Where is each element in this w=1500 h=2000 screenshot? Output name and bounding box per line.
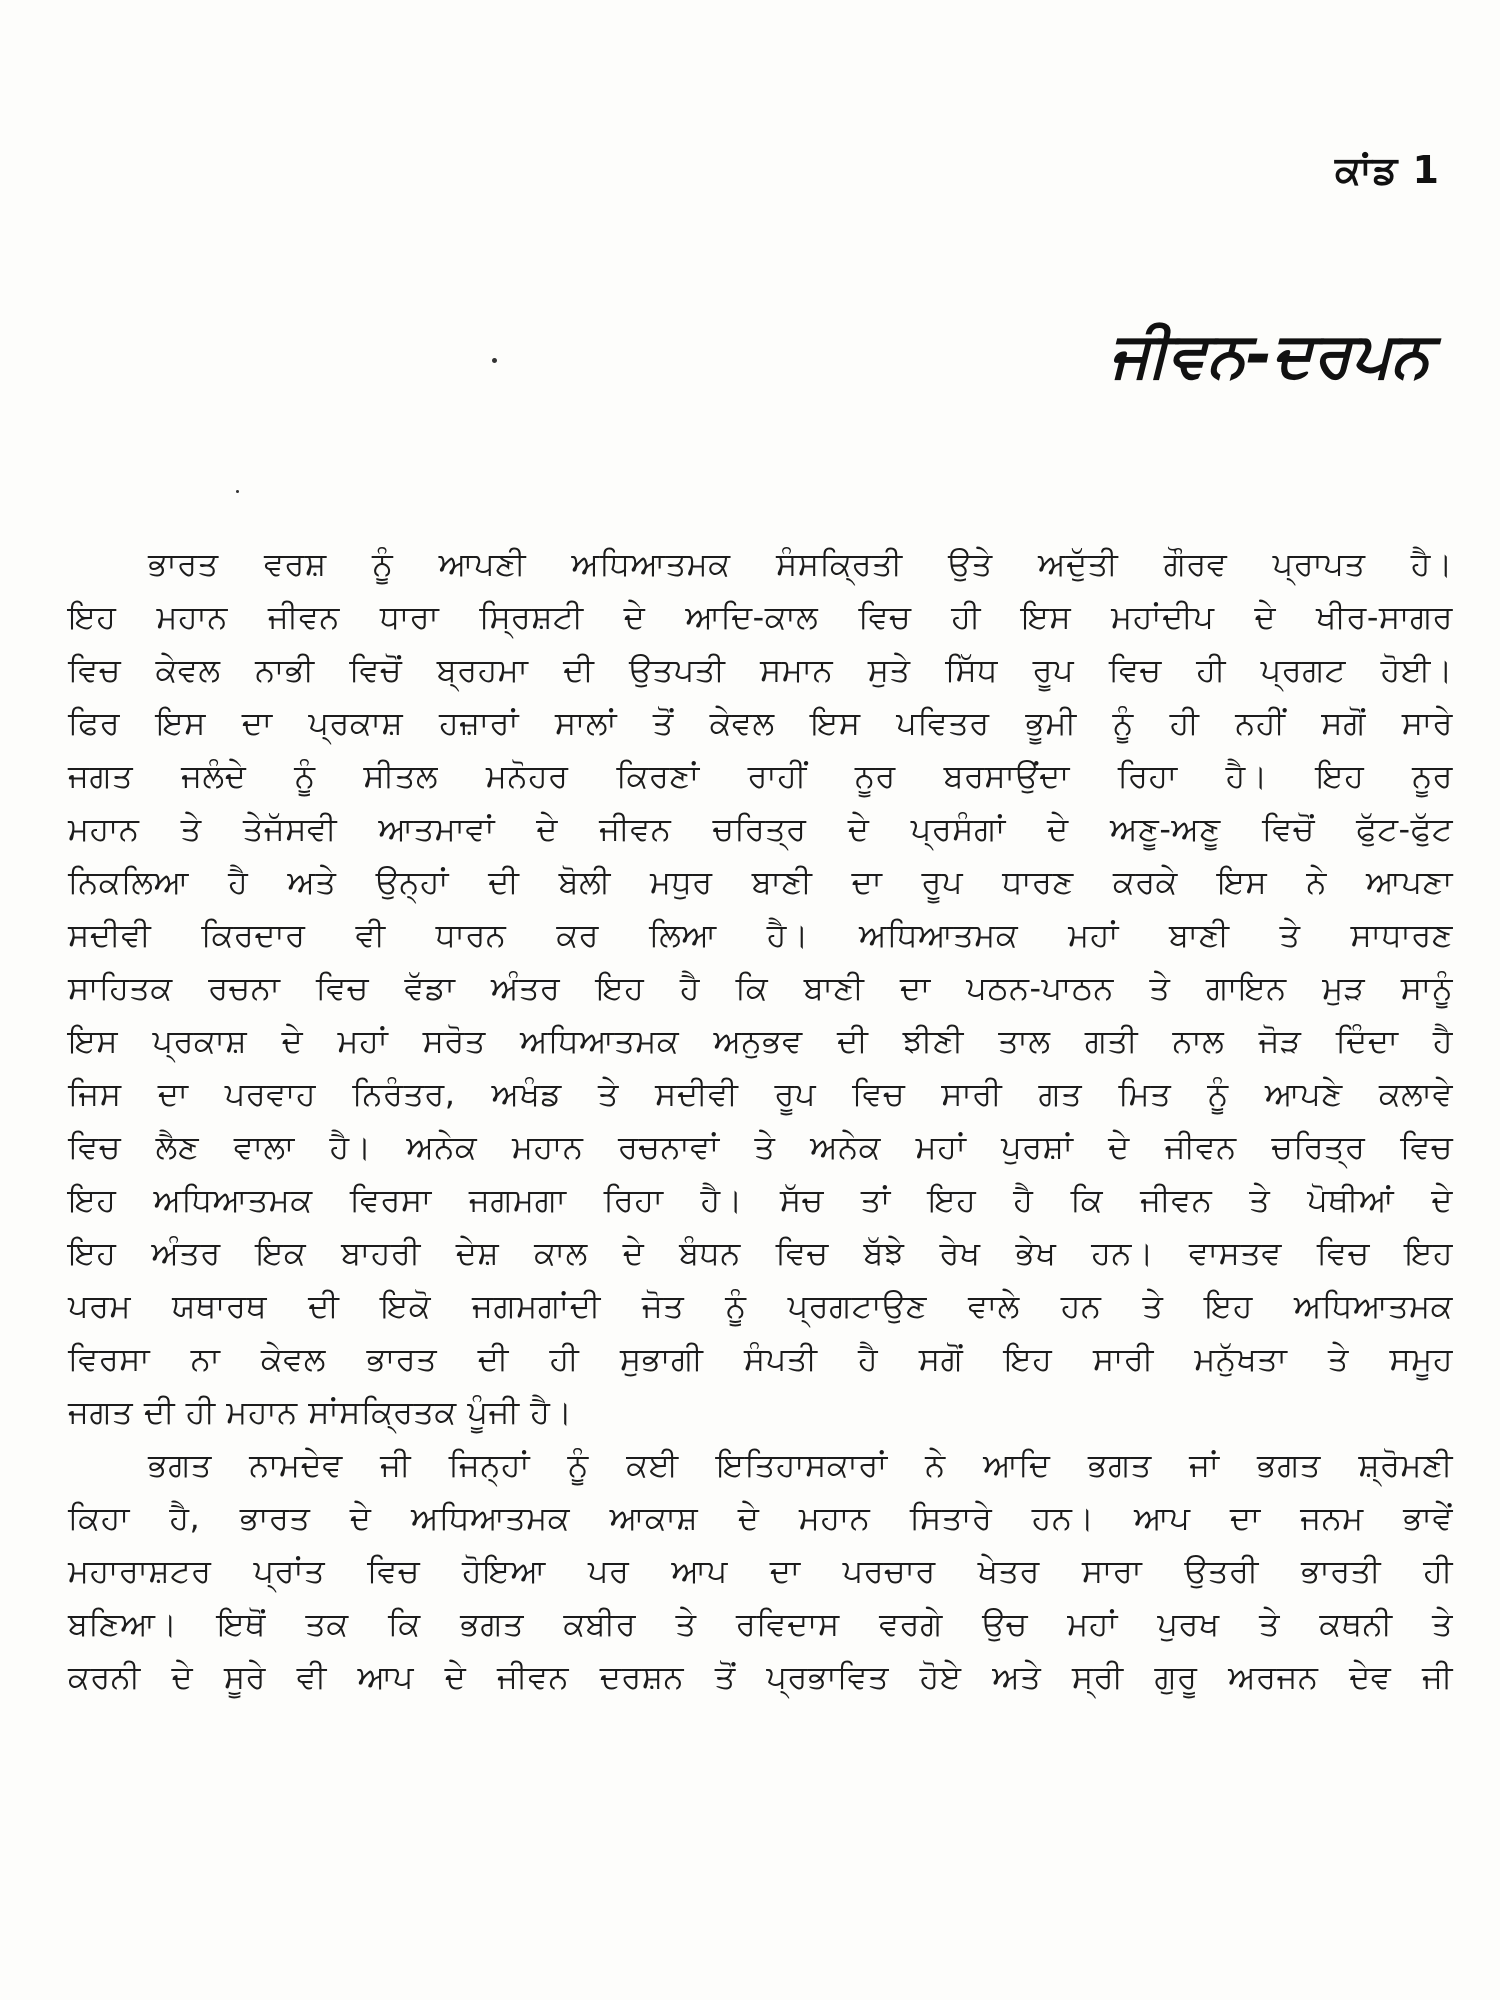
chapter-label: ਕਾਂਡ 1 xyxy=(1334,148,1440,192)
text-line: ਨਿਕਲਿਆ ਹੈ ਅਤੇ ਉਨ੍ਹਾਂ ਦੀ ਬੋਲੀ ਮਧੁਰ ਬਾਣੀ ਦਾ ਰੂਪ ਧਾਰਣ ਕਰਕੇ ਇਸ ਨੇ ਆਪਣਾ xyxy=(68,863,1453,901)
text-line: ਜਿਸ ਦਾ ਪਰਵਾਹ ਨਿਰੰਤਰ, ਅਖੰਡ ਤੇ ਸਦੀਵੀ ਰੂਪ ਵਿਚ ਸਾਰੀ ਗਤ ਮਿਤ ਨੂੰ ਆਪਣੇ ਕਲਾਵੇ xyxy=(68,1075,1453,1113)
body-text xyxy=(68,538,1453,1704)
text-line: ਬਣਿਆ। ਇਥੋਂ ਤਕ ਕਿ ਭਗਤ ਕਬੀਰ ਤੇ ਰਵਿਦਾਸ ਵਰਗੇ ਉਚ ਮਹਾਂ ਪੁਰਖ ਤੇ ਕਥਨੀ ਤੇ xyxy=(68,1605,1453,1643)
text-line: ਇਹ ਮਹਾਨ ਜੀਵਨ ਧਾਰਾ ਸ੍ਰਿਸ਼ਟੀ ਦੇ ਆਦਿ-ਕਾਲ ਵਿਚ ਹੀ ਇਸ ਮਹਾਂਦੀਪ ਦੇ ਖੀਰ-ਸਾਗਰ xyxy=(68,598,1453,636)
text-line: ਵਿਚ ਕੇਵਲ ਨਾਭੀ ਵਿਚੋਂ ਬ੍ਰਹਮਾ ਦੀ ਉਤਪਤੀ ਸਮਾਨ ਸੁਤੇ ਸਿੱਧ ਰੂਪ ਵਿਚ ਹੀ ਪ੍ਰਗਟ ਹੋਈ। xyxy=(68,651,1453,689)
chapter-title: ਜੀਵਨ-ਦਰਪਨ xyxy=(1109,318,1430,391)
text-line: ਮਹਾਨ ਤੇ ਤੇਜੱਸਵੀ ਆਤਮਾਵਾਂ ਦੇ ਜੀਵਨ ਚਰਿਤ੍ਰ ਦੇ ਪ੍ਰਸੰਗਾਂ ਦੇ ਅਣੂ-ਅਣੂ ਵਿਚੋਂ ਫੁੱਟ-ਫੁੱਟ xyxy=(68,810,1453,848)
text-line: ਇਹ ਅੰਤਰ ਇਕ ਬਾਹਰੀ ਦੇਸ਼ ਕਾਲ ਦੇ ਬੰਧਨ ਵਿਚ ਬੱਝੇ ਰੇਖ ਭੇਖ ਹਨ। ਵਾਸਤਵ ਵਿਚ ਇਹ xyxy=(68,1234,1453,1272)
text-line: ਸਦੀਵੀ ਕਿਰਦਾਰ ਵੀ ਧਾਰਨ ਕਰ ਲਿਆ ਹੈ। ਅਧਿਆਤਮਕ ਮਹਾਂ ਬਾਣੀ ਤੇ ਸਾਧਾਰਣ xyxy=(68,916,1453,954)
text-line: ਭਗਤ ਨਾਮਦੇਵ ਜੀ ਜਿਨ੍ਹਾਂ ਨੂੰ ਕਈ ਇਤਿਹਾਸਕਾਰਾਂ ਨੇ ਆਦਿ ਭਗਤ ਜਾਂ ਭਗਤ ਸ਼੍ਰੋਮਣੀ xyxy=(148,1446,1453,1484)
text-line: ਕਿਹਾ ਹੈ, ਭਾਰਤ ਦੇ ਅਧਿਆਤਮਕ ਆਕਾਸ਼ ਦੇ ਮਹਾਨ ਸਿਤਾਰੇ ਹਨ। ਆਪ ਦਾ ਜਨਮ ਭਾਵੇਂ xyxy=(68,1499,1453,1537)
text-line: ਕਰਨੀ ਦੇ ਸੂਰੇ ਵੀ ਆਪ ਦੇ ਜੀਵਨ ਦਰਸ਼ਨ ਤੋਂ ਪ੍ਰਭਾਵਿਤ ਹੋਏ ਅਤੇ ਸ੍ਰੀ ਗੁਰੂ ਅਰਜਨ ਦੇਵ ਜੀ xyxy=(68,1658,1453,1696)
text-line: ਜਗਤ ਦੀ ਹੀ ਮਹਾਨ ਸਾਂਸਕ੍ਰਿਤਕ ਪੂੰਜੀ ਹੈ। xyxy=(68,1393,573,1431)
text-line: ਵਿਰਸਾ ਨਾ ਕੇਵਲ ਭਾਰਤ ਦੀ ਹੀ ਸੁਭਾਗੀ ਸੰਪਤੀ ਹੈ ਸਗੋਂ ਇਹ ਸਾਰੀ ਮਨੁੱਖਤਾ ਤੇ ਸਮੂਹ xyxy=(68,1340,1453,1378)
text-line: ਜਗਤ ਜਲੰਦੇ ਨੂੰ ਸੀਤਲ ਮਨੋਹਰ ਕਿਰਣਾਂ ਰਾਹੀਂ ਨੂਰ ਬਰਸਾਉਂਦਾ ਰਿਹਾ ਹੈ। ਇਹ ਨੂਰ xyxy=(68,757,1453,795)
scan-speck xyxy=(236,490,239,493)
scan-speck xyxy=(492,358,497,363)
text-line: ਇਸ ਪ੍ਰਕਾਸ਼ ਦੇ ਮਹਾਂ ਸਰੋਤ ਅਧਿਆਤਮਕ ਅਨੁਭਵ ਦੀ ਝੀਣੀ ਤਾਲ ਗਤੀ ਨਾਲ ਜੋੜ ਦਿੰਦਾ ਹੈ xyxy=(68,1022,1453,1060)
text-line: ਸਾਹਿਤਕ ਰਚਨਾ ਵਿਚ ਵੱਡਾ ਅੰਤਰ ਇਹ ਹੈ ਕਿ ਬਾਣੀ ਦਾ ਪਠਨ-ਪਾਠਨ ਤੇ ਗਾਇਨ ਮੁੜ ਸਾਨੂੰ xyxy=(68,969,1453,1007)
text-line: ਵਿਚ ਲੈਣ ਵਾਲਾ ਹੈ। ਅਨੇਕ ਮਹਾਨ ਰਚਨਾਵਾਂ ਤੇ ਅਨੇਕ ਮਹਾਂ ਪੁਰਸ਼ਾਂ ਦੇ ਜੀਵਨ ਚਰਿਤ੍ਰ ਵਿਚ xyxy=(68,1128,1453,1166)
text-line: ਇਹ ਅਧਿਆਤਮਕ ਵਿਰਸਾ ਜਗਮਗਾ ਰਿਹਾ ਹੈ। ਸੱਚ ਤਾਂ ਇਹ ਹੈ ਕਿ ਜੀਵਨ ਤੇ ਪੋਥੀਆਂ ਦੇ xyxy=(68,1181,1453,1219)
text-line: ਫਿਰ ਇਸ ਦਾ ਪ੍ਰਕਾਸ਼ ਹਜ਼ਾਰਾਂ ਸਾਲਾਂ ਤੋਂ ਕੇਵਲ ਇਸ ਪਵਿਤਰ ਭੂਮੀ ਨੂੰ ਹੀ ਨਹੀਂ ਸਗੋਂ ਸਾਰੇ xyxy=(68,704,1453,742)
text-line: ਮਹਾਰਾਸ਼ਟਰ ਪ੍ਰਾਂਤ ਵਿਚ ਹੋਇਆ ਪਰ ਆਪ ਦਾ ਪਰਚਾਰ ਖੇਤਰ ਸਾਰਾ ਉਤਰੀ ਭਾਰਤੀ ਹੀ xyxy=(68,1552,1453,1590)
text-line: ਭਾਰਤ ਵਰਸ਼ ਨੂੰ ਆਪਣੀ ਅਧਿਆਤਮਕ ਸੰਸਕ੍ਰਿਤੀ ਉਤੇ ਅਦੁੱਤੀ ਗੌਰਵ ਪ੍ਰਾਪਤ ਹੈ। xyxy=(148,545,1453,583)
text-line: ਪਰਮ ਯਥਾਰਥ ਦੀ ਇਕੋ ਜਗਮਗਾਂਦੀ ਜੋਤ ਨੂੰ ਪ੍ਰਗਟਾਉਣ ਵਾਲੇ ਹਨ ਤੇ ਇਹ ਅਧਿਆਤਮਕ xyxy=(68,1287,1453,1325)
